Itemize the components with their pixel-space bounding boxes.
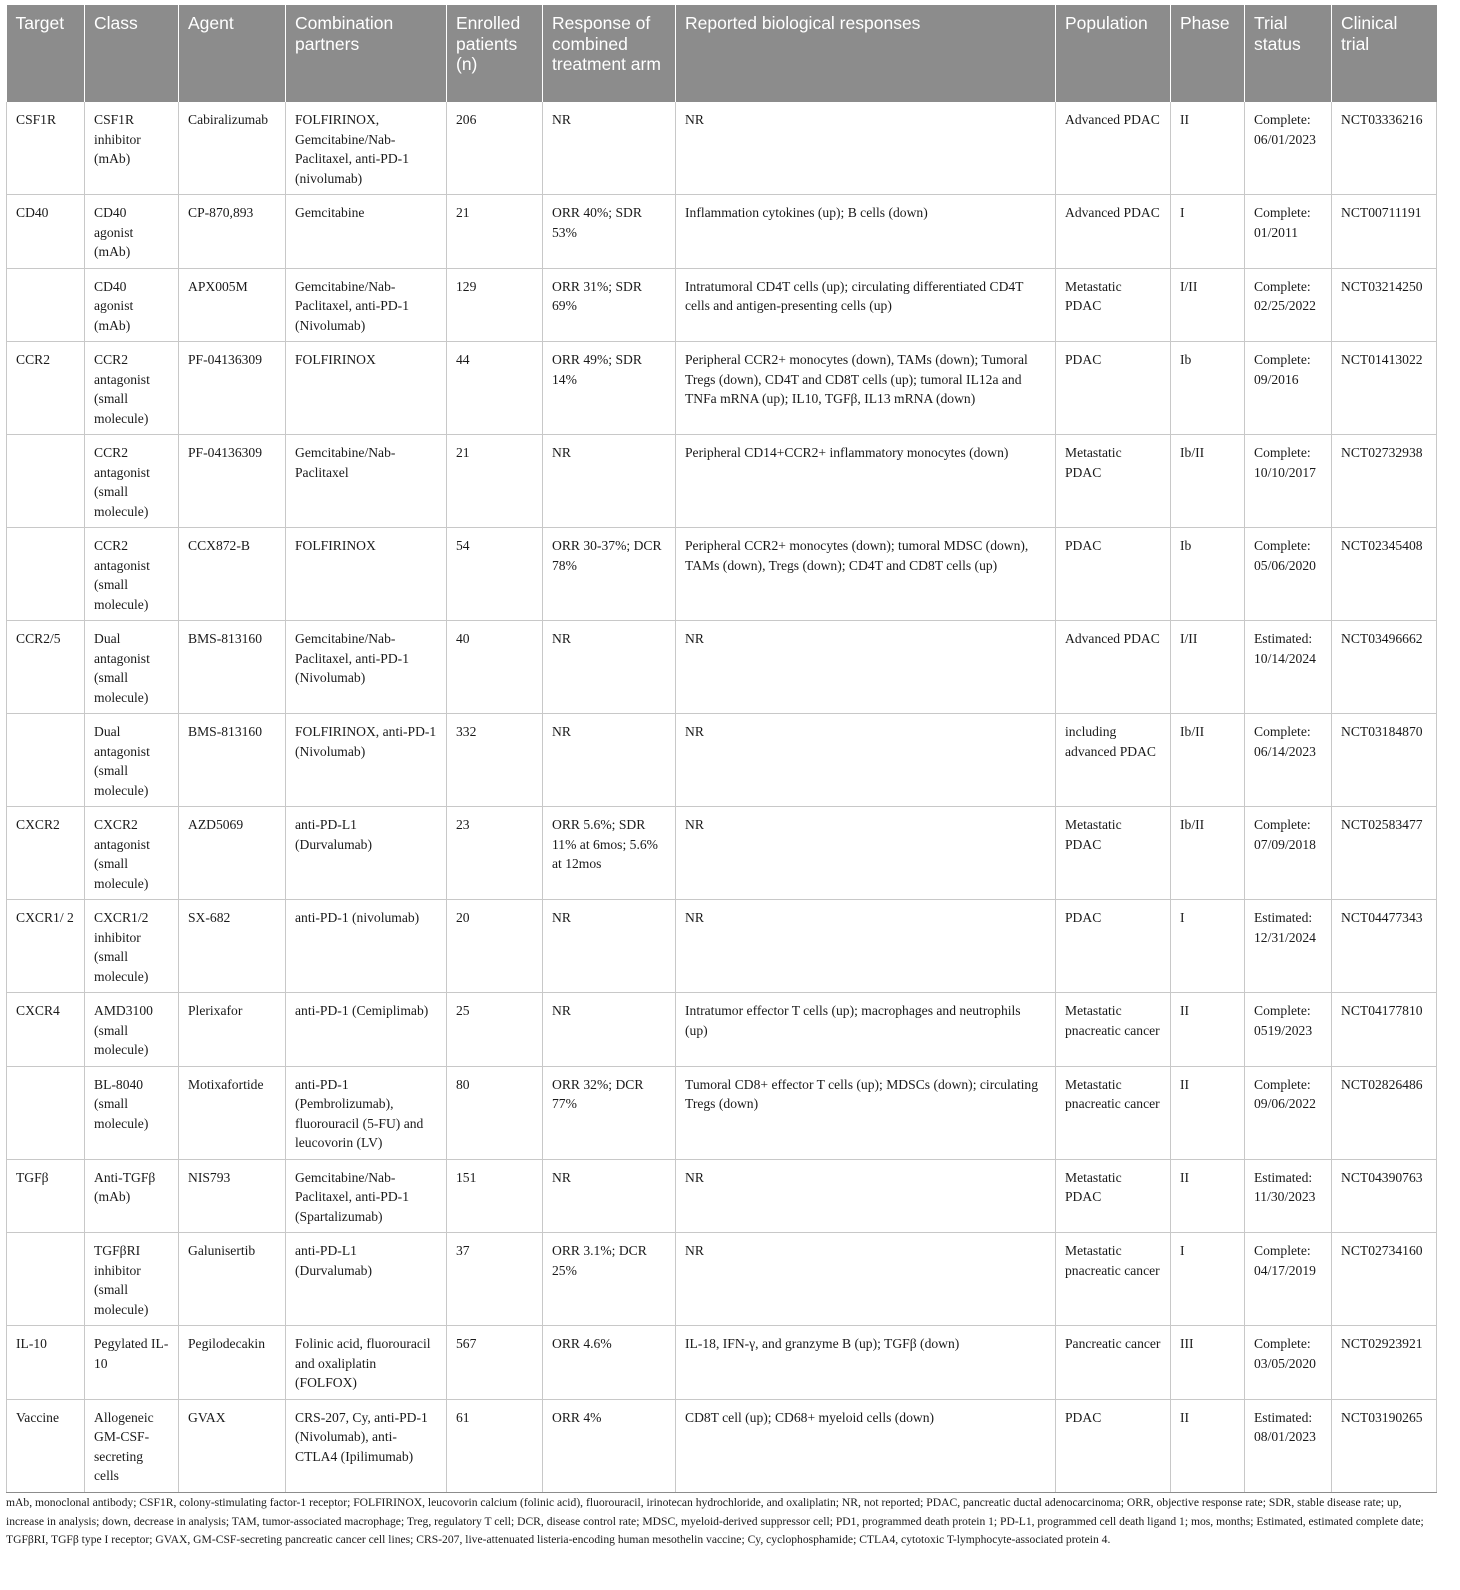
table-footnote: mAb, monoclonal antibody; CSF1R, colony-stimulating factor-1 receptor; FOLFIRINOX, leucovorin calcium (folinic acid), fluorouracil, irinotecan hydrochloride, and oxaliplatin; NR, not reported; PDAC, pancreatic ductal adenocarcinoma; ORR, objective response rate; SDR, stable disease rate; up, increase in analysis; down, decrease in analysis; TAM, tumor-associated macrophage; Treg, regulatory T cell; DCR, disease control rate; MDSC, myeloid-derived suppressor cell; PD1, programmed death protein 1; PD-L1, programmed cell death ligand 1; mos, months; Estimated, estimated complete date; TGFβRI, TGFβ type I receptor; GVAX, GM-CSF-secreting pancreatic cancer cell lines; CRS-207, live-attenuated listeria-encoding human mesothelin vaccine; Cy, cyclophosphamide; CTLA4, cytotoxic T-lymphocyte-associated protein 4.	[6, 1496, 1424, 1546]
table-row	[7, 342, 1437, 435]
cell-population: PDAC	[1056, 342, 1171, 435]
cell-agent: Pegilodecakin	[179, 1326, 286, 1400]
cell-clinical-trial: NCT02732938	[1332, 435, 1437, 528]
trials-table-container	[6, 5, 1436, 1493]
header-response: Response of combined treatment arm	[543, 5, 676, 102]
cell-target: IL-10	[7, 1326, 85, 1400]
cell-clinical-trial: NCT02583477	[1332, 807, 1437, 900]
cell-biological-responses: IL-18, IFN-γ, and granzyme B (up); TGFβ (down)	[676, 1326, 1056, 1400]
header-trial-status: Trial status	[1245, 5, 1332, 102]
cell-biological-responses: NR	[676, 621, 1056, 714]
cell-phase: I	[1171, 195, 1245, 269]
cell-population: Metastatic pnacreatic cancer	[1056, 1233, 1171, 1326]
table-row	[7, 900, 1437, 993]
header-population: Population	[1056, 5, 1171, 102]
cell-phase: I/II	[1171, 268, 1245, 342]
cell-class: AMD3100 (small molecule)	[85, 993, 179, 1067]
cell-target	[7, 1233, 85, 1326]
cell-combination-partners: Gemcitabine	[286, 195, 447, 269]
cell-clinical-trial: NCT04177810	[1332, 993, 1437, 1067]
cell-class: CCR2 antagonist (small molecule)	[85, 342, 179, 435]
cell-target: Vaccine	[7, 1399, 85, 1492]
cell-target: CCR2	[7, 342, 85, 435]
cell-target: CD40	[7, 195, 85, 269]
header-enrolled-patients: Enrolled patients (n)	[447, 5, 543, 102]
cell-response: ORR 49%; SDR 14%	[543, 342, 676, 435]
clinical-trials-table	[6, 5, 1437, 1493]
cell-phase: Ib/II	[1171, 435, 1245, 528]
header-combination-partners: Combination partners	[286, 5, 447, 102]
cell-response: ORR 31%; SDR 69%	[543, 268, 676, 342]
cell-clinical-trial: NCT02734160	[1332, 1233, 1437, 1326]
cell-phase: II	[1171, 1159, 1245, 1233]
cell-clinical-trial: NCT04477343	[1332, 900, 1437, 993]
cell-enrolled-patients: 37	[447, 1233, 543, 1326]
cell-trial-status: Complete: 03/05/2020	[1245, 1326, 1332, 1400]
cell-enrolled-patients: 206	[447, 102, 543, 195]
cell-agent: CCX872-B	[179, 528, 286, 621]
table-row	[7, 102, 1437, 195]
cell-phase: I/II	[1171, 621, 1245, 714]
cell-population: PDAC	[1056, 1399, 1171, 1492]
header-agent: Agent	[179, 5, 286, 102]
header-class: Class	[85, 5, 179, 102]
cell-combination-partners: FOLFIRINOX	[286, 528, 447, 621]
cell-enrolled-patients: 151	[447, 1159, 543, 1233]
cell-combination-partners: anti-PD-L1 (Durvalumab)	[286, 807, 447, 900]
cell-biological-responses: NR	[676, 102, 1056, 195]
cell-response: NR	[543, 621, 676, 714]
cell-agent: PF-04136309	[179, 435, 286, 528]
table-header	[7, 5, 1437, 102]
cell-enrolled-patients: 25	[447, 993, 543, 1067]
cell-trial-status: Complete: 09/06/2022	[1245, 1066, 1332, 1159]
cell-enrolled-patients: 21	[447, 195, 543, 269]
cell-biological-responses: NR	[676, 807, 1056, 900]
cell-agent: BMS-813160	[179, 714, 286, 807]
table-row	[7, 621, 1437, 714]
cell-target	[7, 528, 85, 621]
cell-trial-status: Complete: 04/17/2019	[1245, 1233, 1332, 1326]
cell-clinical-trial: NCT03190265	[1332, 1399, 1437, 1492]
cell-phase: III	[1171, 1326, 1245, 1400]
cell-trial-status: Complete: 01/2011	[1245, 195, 1332, 269]
cell-combination-partners: Gemcitabine/Nab-Paclitaxel, anti-PD-1 (Nivolumab)	[286, 621, 447, 714]
cell-biological-responses: NR	[676, 1159, 1056, 1233]
cell-target: CXCR4	[7, 993, 85, 1067]
cell-enrolled-patients: 21	[447, 435, 543, 528]
cell-population: Metastatic PDAC	[1056, 268, 1171, 342]
cell-target	[7, 714, 85, 807]
cell-class: CCR2 antagonist (small molecule)	[85, 528, 179, 621]
header-row	[7, 5, 1437, 102]
cell-enrolled-patients: 44	[447, 342, 543, 435]
cell-clinical-trial: NCT01413022	[1332, 342, 1437, 435]
cell-class: CXCR1/2 inhibitor (small molecule)	[85, 900, 179, 993]
cell-clinical-trial: NCT02923921	[1332, 1326, 1437, 1400]
cell-phase: I	[1171, 900, 1245, 993]
cell-target	[7, 435, 85, 528]
cell-target: CXCR1/ 2	[7, 900, 85, 993]
cell-population: Metastatic pnacreatic cancer	[1056, 1066, 1171, 1159]
cell-trial-status: Estimated: 11/30/2023	[1245, 1159, 1332, 1233]
cell-trial-status: Estimated: 10/14/2024	[1245, 621, 1332, 714]
cell-clinical-trial: NCT03496662	[1332, 621, 1437, 714]
cell-agent: Motixafortide	[179, 1066, 286, 1159]
cell-response: NR	[543, 900, 676, 993]
cell-biological-responses: CD8T cell (up); CD68+ myeloid cells (down)	[676, 1399, 1056, 1492]
cell-response: ORR 30-37%; DCR 78%	[543, 528, 676, 621]
cell-agent: PF-04136309	[179, 342, 286, 435]
cell-combination-partners: FOLFIRINOX	[286, 342, 447, 435]
cell-trial-status: Complete: 10/10/2017	[1245, 435, 1332, 528]
cell-population: Metastatic PDAC	[1056, 1159, 1171, 1233]
cell-population: Metastatic pnacreatic cancer	[1056, 993, 1171, 1067]
cell-population: PDAC	[1056, 900, 1171, 993]
cell-agent: Cabiralizumab	[179, 102, 286, 195]
cell-trial-status: Complete: 0519/2023	[1245, 993, 1332, 1067]
cell-enrolled-patients: 23	[447, 807, 543, 900]
cell-trial-status: Complete: 07/09/2018	[1245, 807, 1332, 900]
cell-class: CD40 agonist (mAb)	[85, 195, 179, 269]
cell-agent: AZD5069	[179, 807, 286, 900]
cell-phase: Ib/II	[1171, 807, 1245, 900]
table-row	[7, 1399, 1437, 1492]
cell-response: NR	[543, 435, 676, 528]
cell-population: Metastatic PDAC	[1056, 807, 1171, 900]
cell-phase: II	[1171, 1399, 1245, 1492]
table-row	[7, 268, 1437, 342]
cell-class: CSF1R inhibitor (mAb)	[85, 102, 179, 195]
cell-population: Advanced PDAC	[1056, 195, 1171, 269]
cell-combination-partners: anti-PD-1 (Cemiplimab)	[286, 993, 447, 1067]
cell-target: CSF1R	[7, 102, 85, 195]
cell-enrolled-patients: 567	[447, 1326, 543, 1400]
cell-response: ORR 5.6%; SDR 11% at 6mos; 5.6% at 12mos	[543, 807, 676, 900]
cell-combination-partners: Gemcitabine/Nab-Paclitaxel, anti-PD-1 (Spartalizumab)	[286, 1159, 447, 1233]
cell-agent: GVAX	[179, 1399, 286, 1492]
cell-phase: I	[1171, 1233, 1245, 1326]
cell-combination-partners: CRS-207, Cy, anti-PD-1 (Nivolumab), anti-CTLA4 (Ipilimumab)	[286, 1399, 447, 1492]
table-row	[7, 993, 1437, 1067]
cell-biological-responses: NR	[676, 900, 1056, 993]
cell-biological-responses: Peripheral CCR2+ monocytes (down); tumoral MDSC (down), TAMs (down), Tregs (down); CD4T and CD8T cells (up)	[676, 528, 1056, 621]
table-row	[7, 807, 1437, 900]
cell-agent: Plerixafor	[179, 993, 286, 1067]
cell-response: ORR 40%; SDR 53%	[543, 195, 676, 269]
cell-trial-status: Complete: 02/25/2022	[1245, 268, 1332, 342]
cell-biological-responses: Inflammation cytokines (up); B cells (down)	[676, 195, 1056, 269]
cell-agent: NIS793	[179, 1159, 286, 1233]
cell-enrolled-patients: 54	[447, 528, 543, 621]
cell-target	[7, 1066, 85, 1159]
cell-class: BL-8040 (small molecule)	[85, 1066, 179, 1159]
header-phase: Phase	[1171, 5, 1245, 102]
cell-target: CCR2/5	[7, 621, 85, 714]
cell-combination-partners: anti-PD-1 (Pembrolizumab), fluorouracil (5-FU) and leucovorin (LV)	[286, 1066, 447, 1159]
table-row	[7, 195, 1437, 269]
cell-agent: SX-682	[179, 900, 286, 993]
table-row	[7, 1066, 1437, 1159]
cell-population: Pancreatic cancer	[1056, 1326, 1171, 1400]
cell-population: including advanced PDAC	[1056, 714, 1171, 807]
cell-target: CXCR2	[7, 807, 85, 900]
cell-clinical-trial: NCT03214250	[1332, 268, 1437, 342]
cell-biological-responses: Intratumor effector T cells (up); macrophages and neutrophils (up)	[676, 993, 1056, 1067]
cell-agent: BMS-813160	[179, 621, 286, 714]
cell-clinical-trial: NCT02345408	[1332, 528, 1437, 621]
cell-class: Allogeneic GM-CSF-secreting cells	[85, 1399, 179, 1492]
cell-phase: Ib	[1171, 528, 1245, 621]
cell-target	[7, 268, 85, 342]
cell-population: Metastatic PDAC	[1056, 435, 1171, 528]
cell-response: NR	[543, 993, 676, 1067]
cell-trial-status: Estimated: 08/01/2023	[1245, 1399, 1332, 1492]
cell-class: CD40 agonist (mAb)	[85, 268, 179, 342]
cell-biological-responses: NR	[676, 714, 1056, 807]
cell-enrolled-patients: 61	[447, 1399, 543, 1492]
cell-phase: Ib/II	[1171, 714, 1245, 807]
cell-trial-status: Complete: 09/2016	[1245, 342, 1332, 435]
table-row	[7, 528, 1437, 621]
cell-biological-responses: Peripheral CD14+CCR2+ inflammatory monocytes (down)	[676, 435, 1056, 528]
cell-trial-status: Complete: 06/01/2023	[1245, 102, 1332, 195]
cell-response: NR	[543, 714, 676, 807]
cell-clinical-trial: NCT03184870	[1332, 714, 1437, 807]
header-biological-responses: Reported biological responses	[676, 5, 1056, 102]
cell-biological-responses: NR	[676, 1233, 1056, 1326]
cell-combination-partners: Gemcitabine/Nab-Paclitaxel, anti-PD-1 (Nivolumab)	[286, 268, 447, 342]
cell-class: Dual antagonist (small molecule)	[85, 714, 179, 807]
cell-biological-responses: Intratumoral CD4T cells (up); circulating differentiated CD4T cells and antigen-presenting cells (up)	[676, 268, 1056, 342]
cell-population: Advanced PDAC	[1056, 102, 1171, 195]
cell-agent: Galunisertib	[179, 1233, 286, 1326]
cell-response: NR	[543, 1159, 676, 1233]
cell-combination-partners: Gemcitabine/Nab-Paclitaxel	[286, 435, 447, 528]
cell-biological-responses: Tumoral CD8+ effector T cells (up); MDSCs (down); circulating Tregs (down)	[676, 1066, 1056, 1159]
cell-population: Advanced PDAC	[1056, 621, 1171, 714]
table-row	[7, 1326, 1437, 1400]
cell-target: TGFβ	[7, 1159, 85, 1233]
cell-response: ORR 3.1%; DCR 25%	[543, 1233, 676, 1326]
table-body	[7, 102, 1437, 1492]
cell-clinical-trial: NCT02826486	[1332, 1066, 1437, 1159]
cell-response: ORR 4%	[543, 1399, 676, 1492]
cell-combination-partners: anti-PD-L1 (Durvalumab)	[286, 1233, 447, 1326]
cell-class: CXCR2 antagonist (small molecule)	[85, 807, 179, 900]
cell-trial-status: Complete: 06/14/2023	[1245, 714, 1332, 807]
cell-class: Anti-TGFβ (mAb)	[85, 1159, 179, 1233]
table-row	[7, 1159, 1437, 1233]
cell-phase: Ib	[1171, 342, 1245, 435]
cell-trial-status: Estimated: 12/31/2024	[1245, 900, 1332, 993]
cell-trial-status: Complete: 05/06/2020	[1245, 528, 1332, 621]
cell-clinical-trial: NCT04390763	[1332, 1159, 1437, 1233]
cell-class: Pegylated IL-10	[85, 1326, 179, 1400]
cell-enrolled-patients: 20	[447, 900, 543, 993]
cell-population: PDAC	[1056, 528, 1171, 621]
cell-phase: II	[1171, 993, 1245, 1067]
cell-combination-partners: anti-PD-1 (nivolumab)	[286, 900, 447, 993]
table-row	[7, 714, 1437, 807]
cell-combination-partners: FOLFIRINOX, Gemcitabine/Nab-Paclitaxel, anti-PD-1 (nivolumab)	[286, 102, 447, 195]
cell-biological-responses: Peripheral CCR2+ monocytes (down), TAMs (down); Tumoral Tregs (down), CD4T and CD8T cells (up); tumoral IL12a and TNFa mRNA (up); IL10, TGFβ, IL13 mRNA (down)	[676, 342, 1056, 435]
table-row	[7, 435, 1437, 528]
header-target: Target	[7, 5, 85, 102]
cell-class: TGFβRI inhibitor (small molecule)	[85, 1233, 179, 1326]
cell-enrolled-patients: 40	[447, 621, 543, 714]
cell-enrolled-patients: 80	[447, 1066, 543, 1159]
header-clinical-trial: Clinical trial	[1332, 5, 1437, 102]
cell-phase: II	[1171, 102, 1245, 195]
cell-response: ORR 32%; DCR 77%	[543, 1066, 676, 1159]
cell-response: ORR 4.6%	[543, 1326, 676, 1400]
cell-agent: APX005M	[179, 268, 286, 342]
cell-clinical-trial: NCT00711191	[1332, 195, 1437, 269]
table-row	[7, 1233, 1437, 1326]
cell-combination-partners: FOLFIRINOX, anti-PD-1 (Nivolumab)	[286, 714, 447, 807]
cell-phase: II	[1171, 1066, 1245, 1159]
cell-agent: CP-870,893	[179, 195, 286, 269]
cell-class: Dual antagonist (small molecule)	[85, 621, 179, 714]
cell-enrolled-patients: 129	[447, 268, 543, 342]
cell-response: NR	[543, 102, 676, 195]
cell-clinical-trial: NCT03336216	[1332, 102, 1437, 195]
cell-enrolled-patients: 332	[447, 714, 543, 807]
cell-combination-partners: Folinic acid, fluorouracil and oxaliplatin (FOLFOX)	[286, 1326, 447, 1400]
cell-class: CCR2 antagonist (small molecule)	[85, 435, 179, 528]
